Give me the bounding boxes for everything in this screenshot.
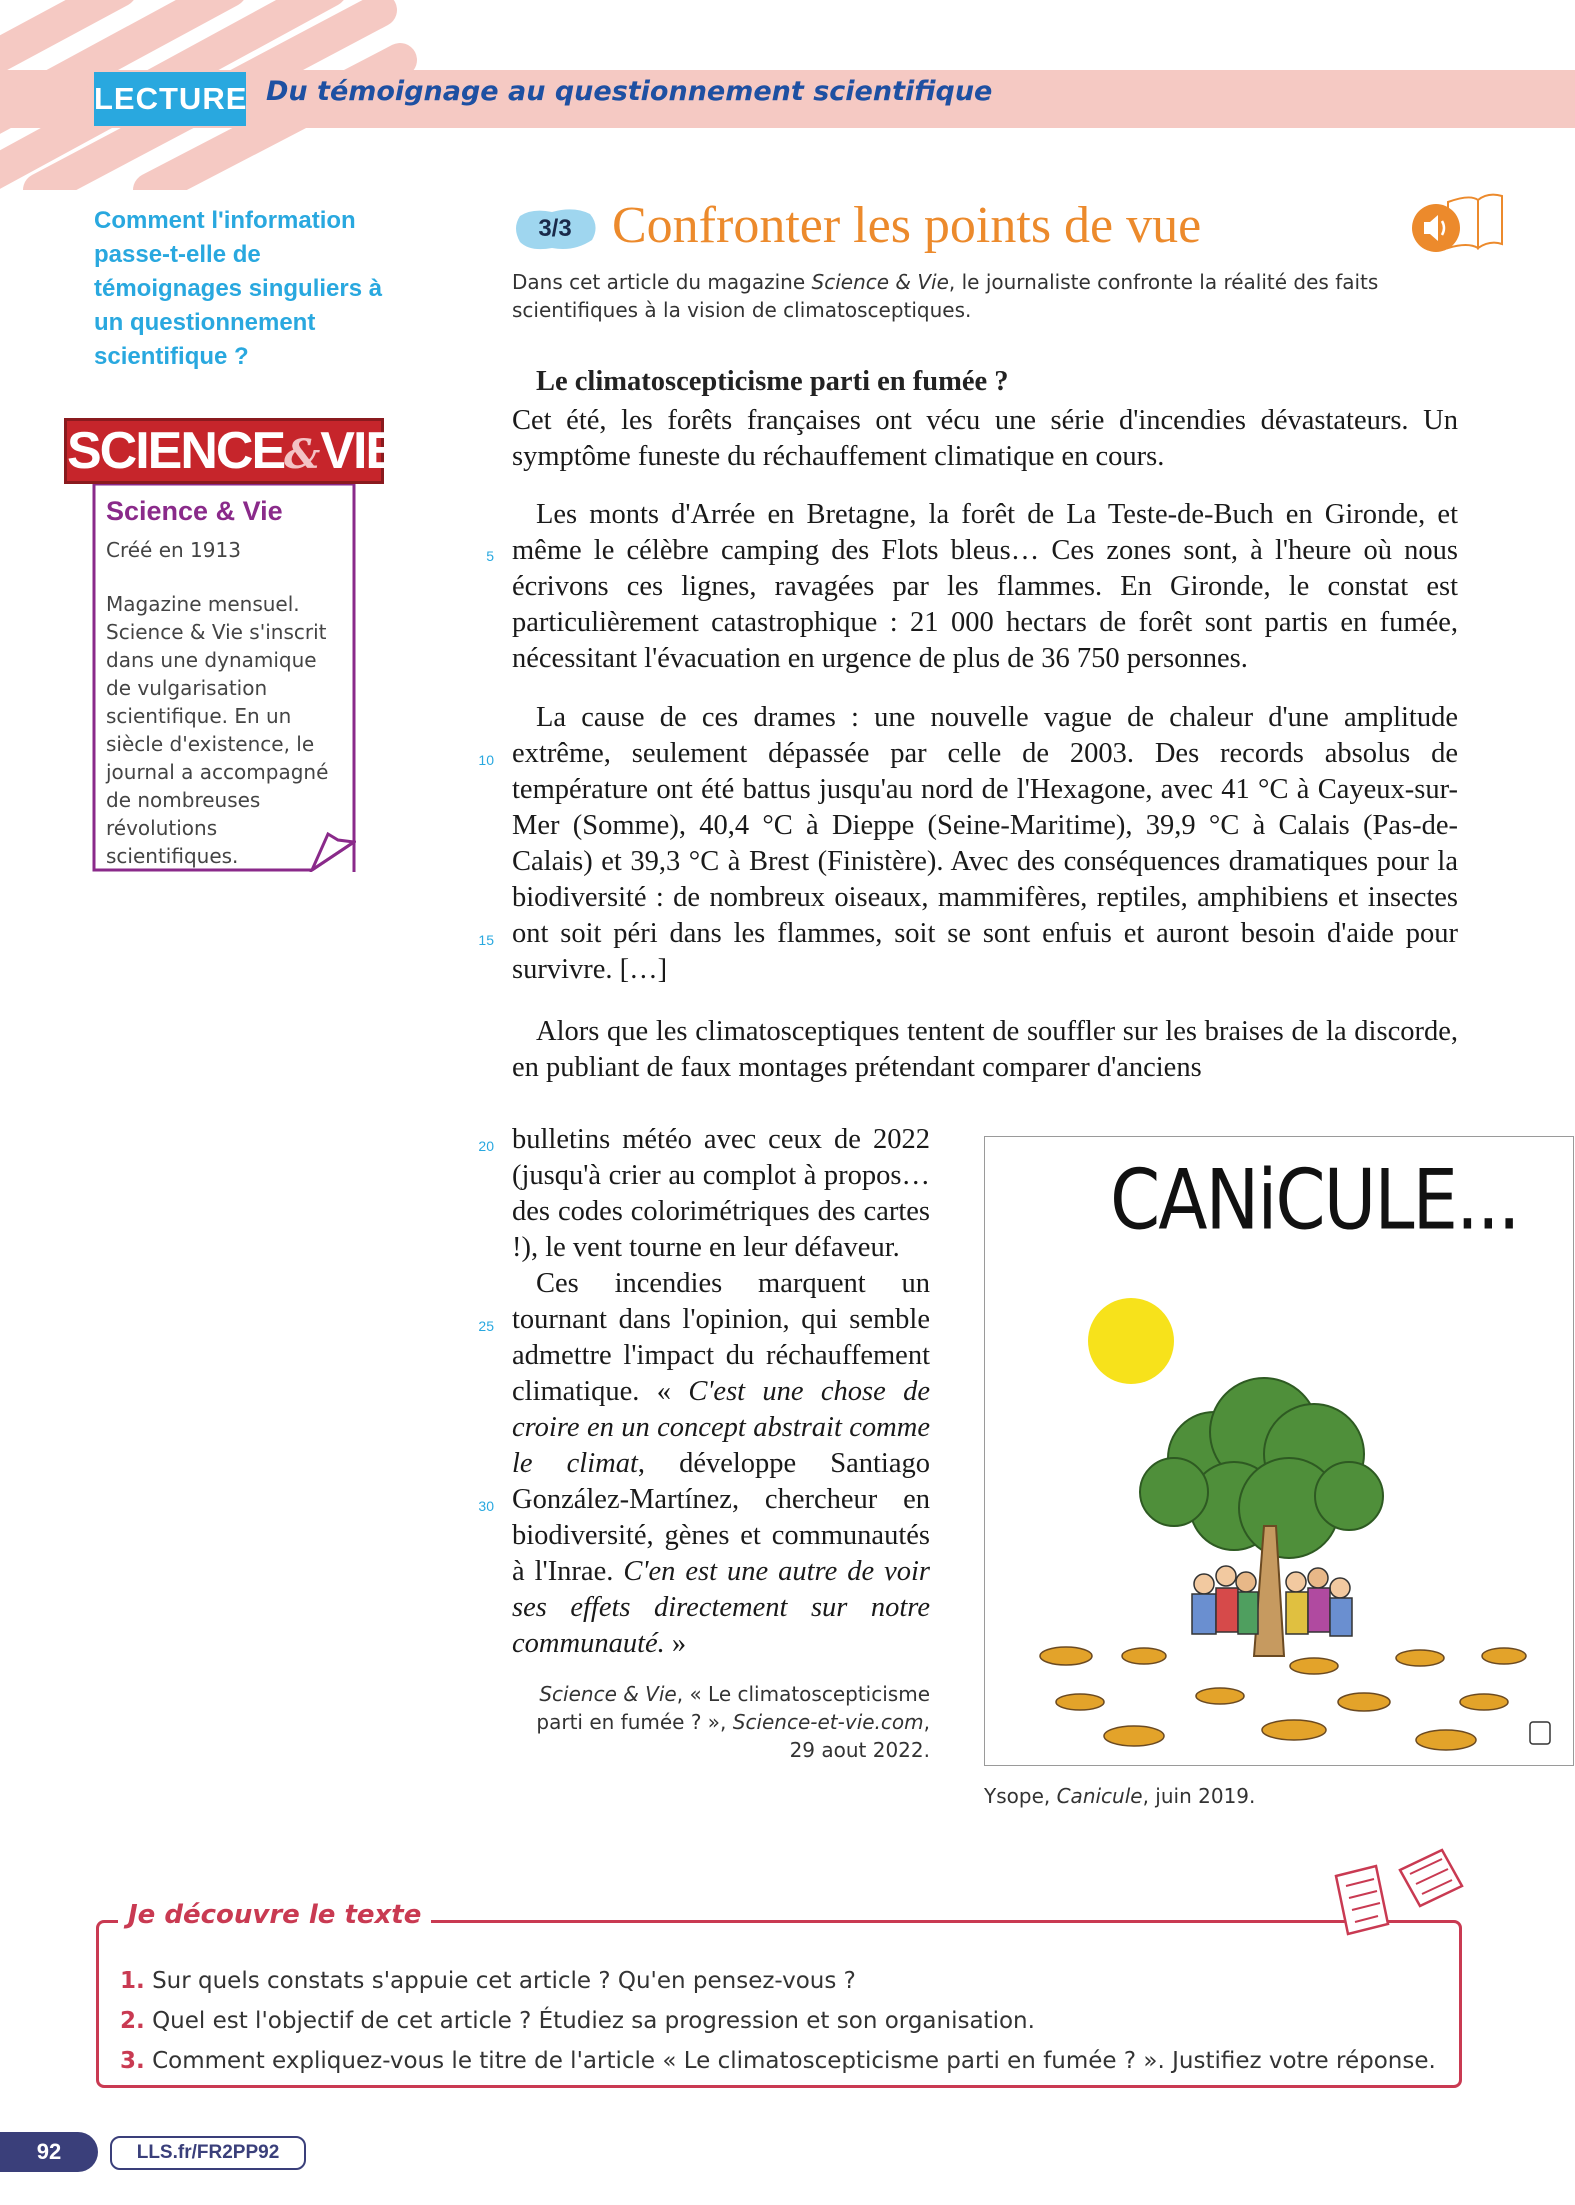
- line-number: 15: [478, 932, 494, 948]
- lesson-badge: 3/3: [538, 215, 572, 242]
- guiding-question: Comment l'information passe-t-elle de témoignages singuliers à un questionnement scientifique ?: [94, 207, 383, 370]
- article-source: Science & Vie, « Le climatoscepticisme parti en fumée ? », Science-et-vie.com, 29 aout 2022.: [536, 1682, 930, 1762]
- exercise-question: 2. Quel est l'objectif de cet article ? Étudiez sa progression et son organisation.: [120, 2008, 1035, 2034]
- article-paragraph-4-cont: bulletins météo avec ceux de 2022 (jusqu'à crier au complot à propos… des codes colorimétriques des cartes !), le vent tourne en leur défaveur. Ces incendies marquent un tournant dans l'opinion, qui semble admettre l'impact du réchauffement climatique. « C'est une chose de croire en un concept abstrait comme le climat, développe Santiago González-Martínez, chercheur en biodiversité, gènes et communautés à l'Inrae. C'en est une autre de voir ses effets directement sur notre communauté. »: [512, 1124, 931, 1659]
- sun-icon: [1088, 1298, 1174, 1384]
- magazine-description: Magazine mensuel. Science & Vie s'inscrit dans une dynamique de vulgarisation scientifique. En un siècle d'existence, le journal a accompagné de nombreuses révolutions scientifiques.: [106, 592, 329, 868]
- science-vie-logo: SCIENCE&VIE: [64, 418, 384, 484]
- line-number: 30: [478, 1498, 494, 1514]
- tree-icon: [1140, 1378, 1383, 1558]
- artist-signature: [1530, 1722, 1550, 1744]
- line-number: 20: [478, 1138, 494, 1154]
- exercise-title: Je découvre le texte: [118, 1900, 431, 1930]
- papers-icon: [1330, 1846, 1470, 1938]
- header-title: Du témoignage au questionnement scientifique: [266, 76, 993, 107]
- cartoon-title: CANiCULE...: [1110, 1151, 1519, 1249]
- paragraph-4-tail: bulletins météo avec ceux de 2022 (jusqu'à crier au complot à propos… des codes colorimétriques des cartes !), le vent tourne en leur défaveur.: [512, 1124, 930, 1263]
- line-number: 5: [486, 548, 494, 564]
- article-paragraph-4: Alors que les climatosceptiques tentent de souffler sur les braises de la discorde, en publiant de faux montages prétendant comparer d'anciens: [512, 1016, 1458, 1083]
- page-number: 92: [0, 2132, 98, 2172]
- line-number: 10: [478, 752, 494, 768]
- lesson-intro: Dans cet article du magazine Science & Vie, le journaliste confronte la réalité des faits scientifiques à la vision de climatosceptiques.: [512, 270, 1379, 322]
- article-paragraph-3: La cause de ces drames : une nouvelle vague de chaleur d'une amplitude extrême, seulement dépassée par celle de 2003. Des records absolus de température ont été battus jusqu'au nord de l'Hexagone, avec 41 °C à Cayeux-sur-Mer (Somme), 40,4 °C à Dieppe (Seine-Maritime), 39,9 °C à Calais (Pas-de-Calais) et 39,3 °C à Brest (Finistère). Avec des conséquences dramatiques pour la biodiversité : de nombreux oiseaux, mammifères, reptiles, amphibiens et insectes ont soit péri dans les flammes, soit se sont enfuis et auront besoin d'aide pour survivre. […]: [512, 702, 1458, 985]
- exercise-question: 3. Comment expliquez-vous le titre de l'article « Le climatoscepticisme parti en fumée ? ». Justifiez votre réponse.: [120, 2048, 1436, 2074]
- audio-book-icon[interactable]: [1408, 188, 1504, 258]
- exercise-question: 1. Sur quels constats s'appuie cet article ? Qu'en pensez-vous ?: [120, 1968, 856, 1994]
- article-paragraph-2: Les monts d'Arrée en Bretagne, la forêt de La Teste-de-Buch en Gironde, et même le célèbre camping des Flots bleus… Ces zones sont, à l'heure où nous écrivons ces lignes, ravagées par les flammes. En Gironde, le constat est particulièrement catastrophique : 21 000 hectars de forêt sont partis en fumée, nécessitant l'évacuation en urgence de plus de 36 750 personnes.: [512, 499, 1458, 674]
- magazine-created: Créé en 1913: [106, 538, 241, 562]
- lls-link[interactable]: LLS.fr/FR2PP92: [110, 2136, 306, 2170]
- line-number: 25: [478, 1318, 494, 1334]
- magazine-name: Science & Vie: [106, 496, 283, 526]
- article-paragraph-1: Cet été, les forêts françaises ont vécu une série d'incendies dévastateurs. Un symptôme funeste du réchauffement climatique en cours.: [512, 405, 1458, 472]
- cartoon-caption: Ysope, Canicule, juin 2019.: [984, 1784, 1256, 1808]
- section-tag: LECTURE: [94, 72, 246, 126]
- lesson-title: Confronter les points de vue: [612, 197, 1202, 254]
- article-heading: Le climatoscepticisme parti en fumée ?: [536, 366, 1009, 397]
